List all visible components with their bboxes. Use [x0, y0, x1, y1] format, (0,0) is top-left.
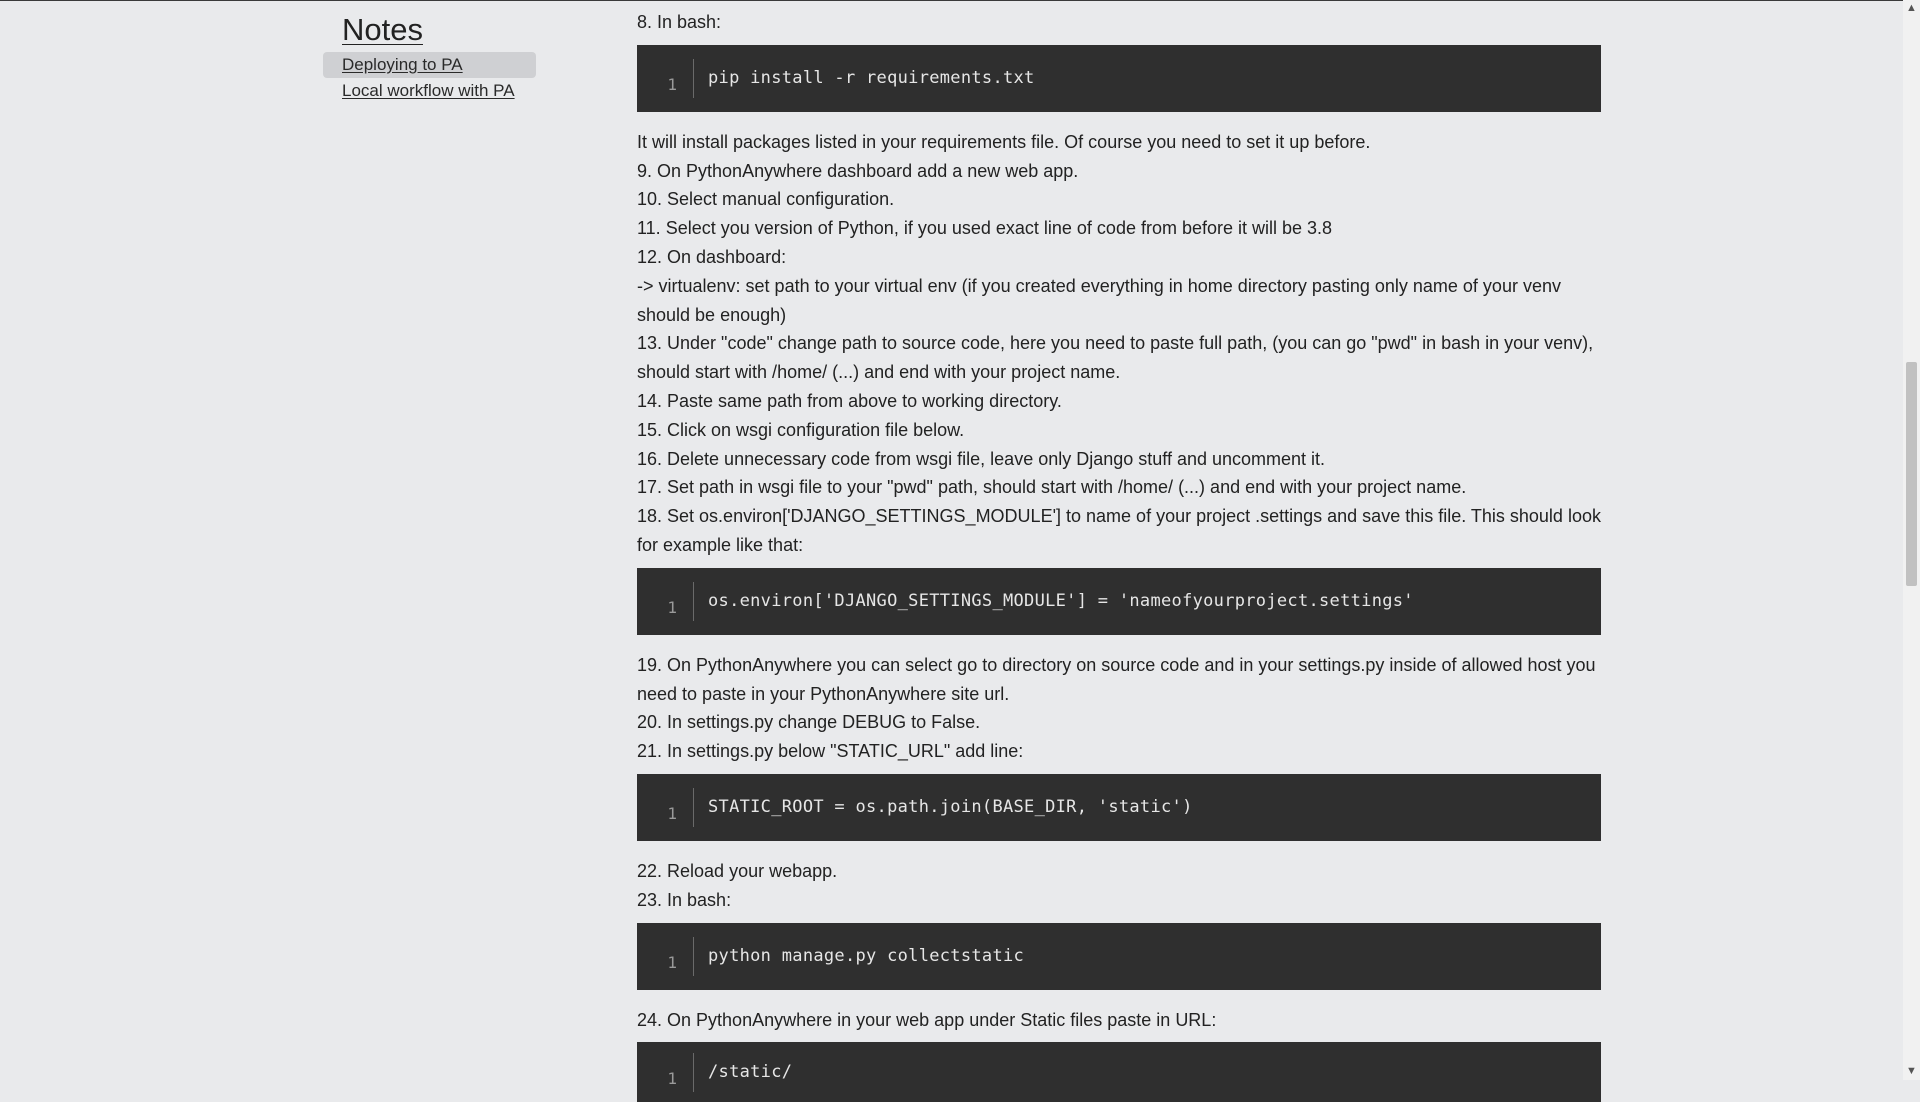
line-number: 1 [637, 937, 694, 976]
code-block-pip-install [637, 45, 1601, 112]
vertical-scrollbar[interactable] [1903, 0, 1920, 1080]
nav-item-deploying-to-pa[interactable]: Deploying to PA [323, 52, 536, 78]
step-12: 12. On dashboard: [637, 246, 787, 267]
step-21: 21. In settings.py below "STATIC_URL" add line: [637, 741, 1024, 762]
code-line: /static/ [708, 1062, 793, 1083]
step-22: 22. Reload your webapp. [637, 860, 838, 881]
code-block-static-url [637, 1042, 1601, 1102]
code-line: STATIC_ROOT = os.path.join(BASE_DIR, 'static') [708, 797, 1193, 818]
step-15: 15. Click on wsgi configuration file below. [637, 419, 965, 440]
step-13: 13. Under "code" change path to source code, here you need to paste full path, (you can go "pwd" in bash in your venv), should start with /home/ (...) and end with your project name. [637, 333, 1594, 383]
chevron-down-icon[interactable]: ▼ [1906, 1065, 1917, 1077]
code-block-django-settings [637, 568, 1601, 635]
step-16: 16. Delete unnecessary code from wsgi file, leave only Django stuff and uncomment it. [637, 448, 1326, 469]
step-10: 10. Select manual configuration. [637, 189, 895, 210]
code-line: os.environ['DJANGO_SETTINGS_MODULE'] = 'nameofyourproject.settings' [708, 591, 1414, 612]
line-number: 1 [637, 788, 694, 827]
code-line: python manage.py collectstatic [708, 946, 1025, 967]
step-20: 20. In settings.py change DEBUG to False. [637, 712, 981, 733]
step-19: 19. On PythonAnywhere you can select go to directory on source code and in your settings.py inside of allowed host you need to paste in your PythonAnywhere site url. [637, 654, 1596, 704]
step-24: 24. On PythonAnywhere in your web app under Static files paste in URL: [637, 1009, 1217, 1030]
step-14: 14. Paste same path from above to working directory. [637, 390, 1062, 411]
code-block-static-root [637, 774, 1601, 841]
line-number: 1 [637, 582, 694, 621]
notes-title-link[interactable]: Notes [342, 12, 423, 47]
article-content [637, 8, 1601, 1102]
step-8: 8. In bash: [637, 12, 722, 32]
paragraph-requirements: It will install packages listed in your requirements file. Of course you need to set it up before. [637, 131, 1371, 152]
step-9: 9. On PythonAnywhere dashboard add a new web app. [637, 160, 1079, 181]
line-number: 1 [637, 1053, 694, 1092]
step-11: 11. Select you version of Python, if you used exact line of code from before it will be 3.8 [637, 218, 1333, 239]
scrollbar-thumb[interactable] [1906, 362, 1917, 586]
nav-item-local-workflow[interactable]: Local workflow with PA [342, 81, 515, 100]
step-17: 17. Set path in wsgi file to your "pwd" path, should start with /home/ (...) and end with your project name. [637, 477, 1467, 498]
code-line: pip install -r requirements.txt [708, 68, 1035, 89]
chevron-up-icon[interactable]: ▲ [1906, 2, 1917, 14]
sidebar [323, 10, 536, 104]
virtualenv-note: -> virtualenv: set path to your virtual env (if you created everything in home directory pasting only name of your venv should be enough) [637, 275, 1561, 325]
code-block-collectstatic [637, 923, 1601, 990]
line-number: 1 [637, 59, 694, 98]
step-23: 23. In bash: [637, 889, 732, 910]
step-18: 18. Set os.environ['DJANGO_SETTINGS_MODULE'] to name of your project .settings and save this file. This should look for example like that: [637, 506, 1601, 555]
top-border [0, 0, 1920, 1]
